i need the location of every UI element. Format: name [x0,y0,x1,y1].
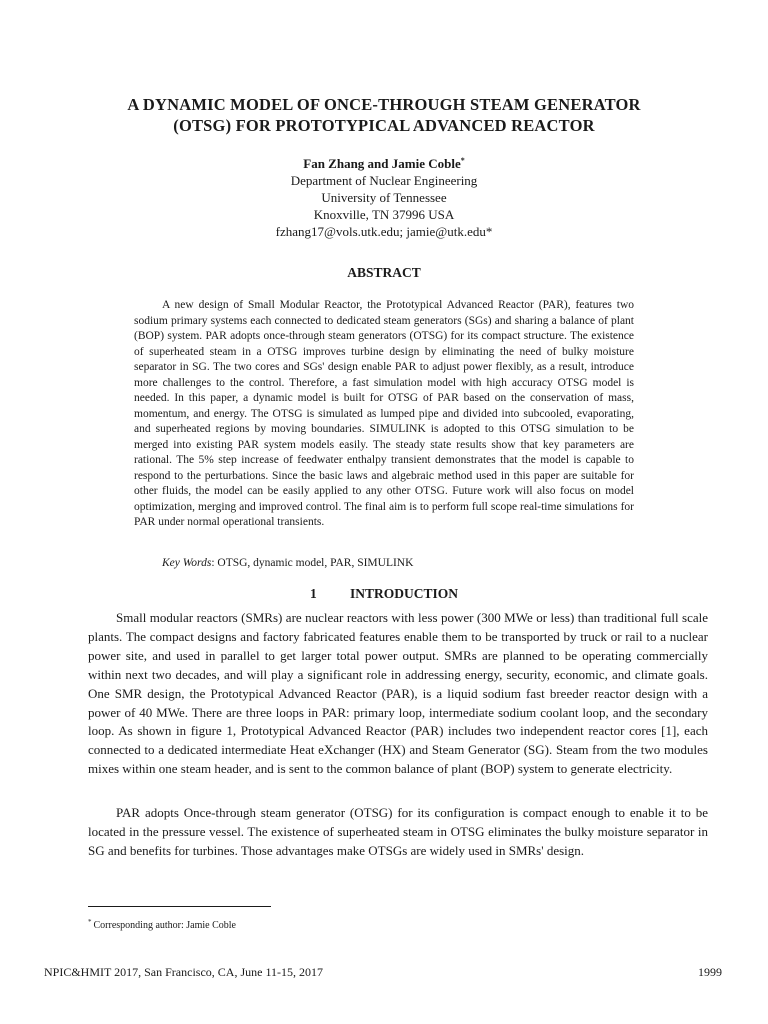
author-university: University of Tennessee [321,190,447,205]
section-heading [134,586,634,602]
author-names-text: Fan Zhang and Jamie Coble [303,156,461,171]
footnote [88,916,488,932]
conference-footer: NPIC&HMIT 2017, San Francisco, CA, June 11-15, 2017 [44,965,323,979]
author-department: Department of Nuclear Engineering [290,173,478,188]
author-names [134,152,634,172]
author-emails: fzhang17@vols.utk.edu; jamie@utk.edu* [275,224,493,239]
intro-paragraph-1: Small modular reactors (SMRs) are nuclear reactors with less power (300 MWe or less) than traditional full scale plants. The compact designs and factory fabricated features enable them to be transported by truck or rail to a nuclear power site, and used in parallel to get larger total power output. SMRs are planned to be operating commercially within next two decades, and will play a significant role in addressing energy, security, economic, and climate goals. One SMR design, the Prototypical Advanced Reactor (PAR), is a liquid sodium fast breeder reactor design with a power of 40 MWe. There are three loops in PAR: primary loop, intermediate sodium coolant loop, and the secondary loop. As shown in figure 1, Prototypical Advanced Reactor (PAR) includes two independent reactor cores [1], each connected to a dedicated intermediate Heat eXchanger (HX) and Steam Generator (SG). Steam from the two modules mixes within one steam header, and is sent to the common balance of plant (BOP) system to generate electricity. [88,610,708,777]
author-marker: * [460,156,465,165]
keywords-line [162,556,634,571]
title-line-1: A DYNAMIC MODEL OF ONCE-THROUGH STEAM GENERATOR [127,95,641,114]
author-location: Knoxville, TN 37996 USA [313,207,455,222]
footnote-marker: * [88,918,92,926]
footnote-text: Corresponding author: Jamie Coble [93,920,236,931]
footnote-divider [88,906,271,907]
page-number: 1999 [698,965,722,979]
title-line-2: (OTSG) FOR PROTOTYPICAL ADVANCED REACTOR [173,116,595,135]
paper-title [60,94,708,136]
intro-paragraph-2: PAR adopts Once-through steam generator (OTSG) for its configuration is compact enough to enable it to be located in the pressure vessel. The existence of superheated steam in OTSG eliminates the bulky moisture separator in SG and benefits for turbines. Those advantages make OTSGs are widely used in SMRs' design. [88,805,708,858]
abstract-text: A new design of Small Modular Reactor, the Prototypical Advanced Reactor (PAR), features two sodium primary systems each connected to dedicated steam generators (SGs) and sharing a balance of plant (BOP) system. PAR adopts once-through steam generators (OTSG) for its compact structure. The existence of superheated steam in a OTSG improves turbine design by eliminating the need of bulky moisture separator in SG. The two cores and SGs' design enable PAR to adjust power flexibly, as a result, introduce more challenges to the control. Therefore, a fast simulation model with high accuracy OTSG model is needed. In this paper, a dynamic model is built for OTSG of PAR based on the conservation of mass, momentum, and energy. The OTSG is simulated as lumped pipe and divided into subcooled, evaporating, and superheated regions by moving boundaries. SIMULINK is adopted to this OTSG simulation to be merged into existing PAR system models easily. The steady state results show that key parameters are rational. The 5% step increase of feedwater enthalpy transient demonstrates that the model is capable to respond to the perturbations. Since the basic laws and algebraic method used in this paper are suitable for other fluids, the model can be easily applied to any other OTSG. Future work will also focus on model optimization, merging and improved control. The final aim is to perform full scope real-time simulations for PAR under normal operational transients. [134,299,634,528]
abstract-heading: ABSTRACT [347,265,421,280]
section-number: 1 [309,586,317,601]
section-title: INTRODUCTION [349,586,458,601]
keywords-text: : OTSG, dynamic model, PAR, SIMULINK [211,557,414,569]
keywords-label: Key Words [162,557,212,569]
author-block [134,152,634,240]
